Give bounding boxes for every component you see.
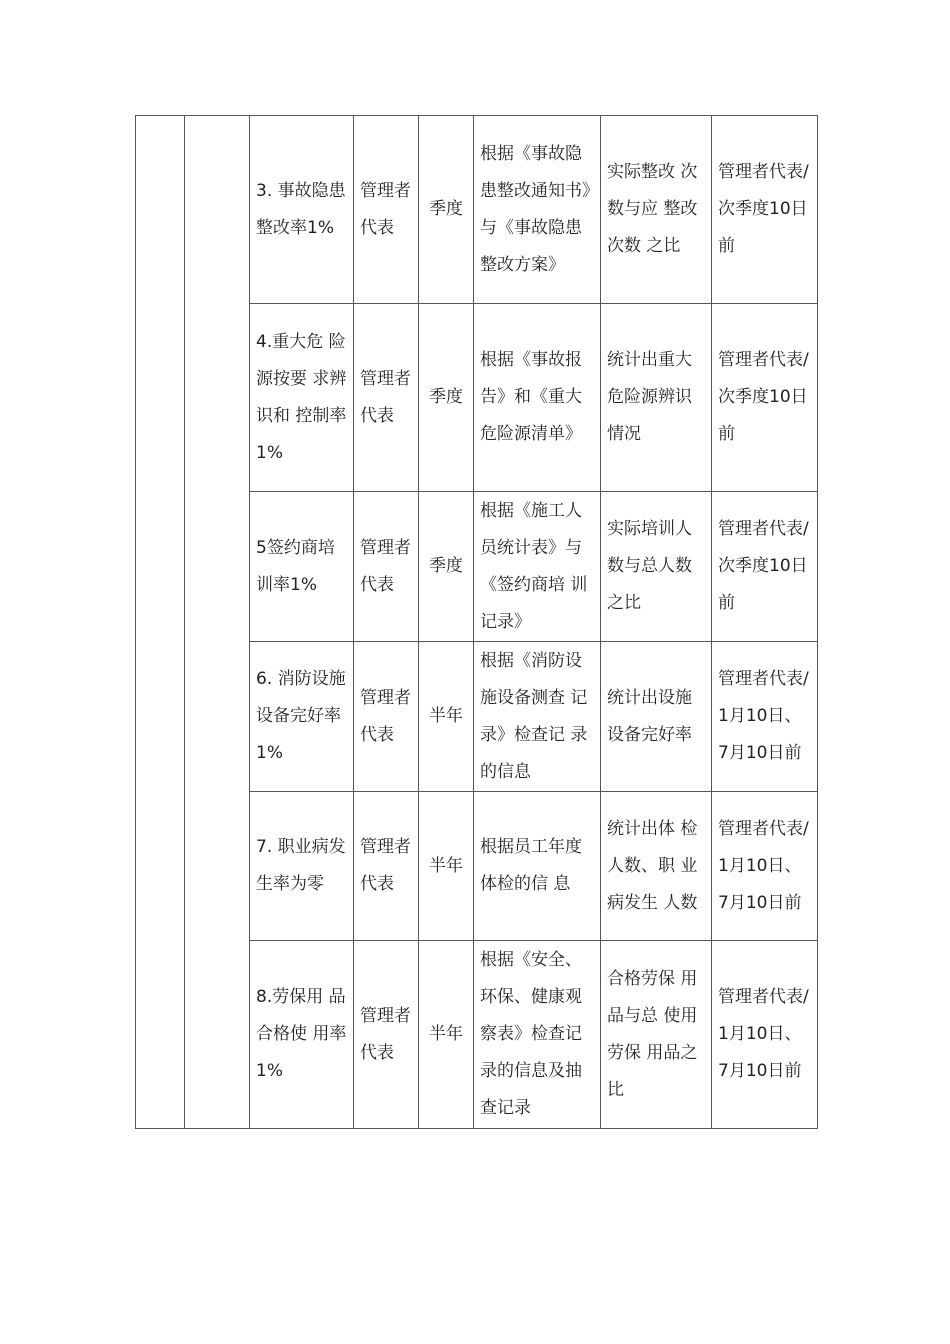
frequency-cell: 季度 [419,116,474,304]
indicator-cell: 4.重大危 险源按要 求辨识和 控制率 1% [250,304,354,492]
deadline-cell: 管理者代表/次季度10日前 [712,492,818,642]
deadline-cell: 管理者代表/次季度10日前 [712,304,818,492]
frequency-cell: 半年 [419,792,474,941]
responsible-cell: 管理者代表 [354,492,419,642]
basis-cell: 根据员工年度体检的信 息 [474,792,601,941]
indicator-cell: 6. 消防设施设备完好率1% [250,642,354,792]
method-cell: 统计出设施设备完好率 [601,642,712,792]
responsible-cell: 管理者代表 [354,642,419,792]
basis-cell: 根据《事故隐患整改通知书》与《事故隐患整改方案》 [474,116,601,304]
method-cell: 统计出体 检人数、职 业病发生 人数 [601,792,712,941]
method-cell: 实际整改 次数与应 整改次数 之比 [601,116,712,304]
frequency-cell: 季度 [419,492,474,642]
deadline-cell: 管理者代表/1月10日、7月10日前 [712,642,818,792]
method-cell: 统计出重大危险源辨识情况 [601,304,712,492]
responsible-cell: 管理者代表 [354,941,419,1129]
deadline-cell: 管理者代表/1月10日、7月10日前 [712,941,818,1129]
indicator-table [135,115,818,1129]
indicator-cell: 7. 职业病发生率为零 [250,792,354,941]
responsible-cell: 管理者代表 [354,792,419,941]
basis-cell: 根据《施工人员统计表》与《签约商培 训记录》 [474,492,601,642]
indicator-cell: 3. 事故隐患整改率1% [250,116,354,304]
responsible-cell: 管理者代表 [354,116,419,304]
frequency-cell: 半年 [419,642,474,792]
indicator-cell: 8.劳保用 品合格使 用率 1% [250,941,354,1129]
method-cell: 实际培训人数与总人数之比 [601,492,712,642]
frequency-cell: 半年 [419,941,474,1129]
method-cell: 合格劳保 用品与总 使用劳保 用品之比 [601,941,712,1129]
indicator-cell: 5签约商培训率1% [250,492,354,642]
table-row [136,116,818,304]
merged-empty-cell-1 [136,116,185,1129]
basis-cell: 根据《事故报告》和《重大危险源清单》 [474,304,601,492]
basis-cell: 根据《消防设施设备测查 记录》检查记 录的信息 [474,642,601,792]
deadline-cell: 管理者代表/次季度10日前 [712,116,818,304]
merged-empty-cell-2 [185,116,250,1129]
responsible-cell: 管理者代表 [354,304,419,492]
frequency-cell: 季度 [419,304,474,492]
deadline-cell: 管理者代表/1月10日、7月10日前 [712,792,818,941]
basis-cell: 根据《安全、环保、健康观察表》检查记录的信息及抽查记录 [474,941,601,1129]
